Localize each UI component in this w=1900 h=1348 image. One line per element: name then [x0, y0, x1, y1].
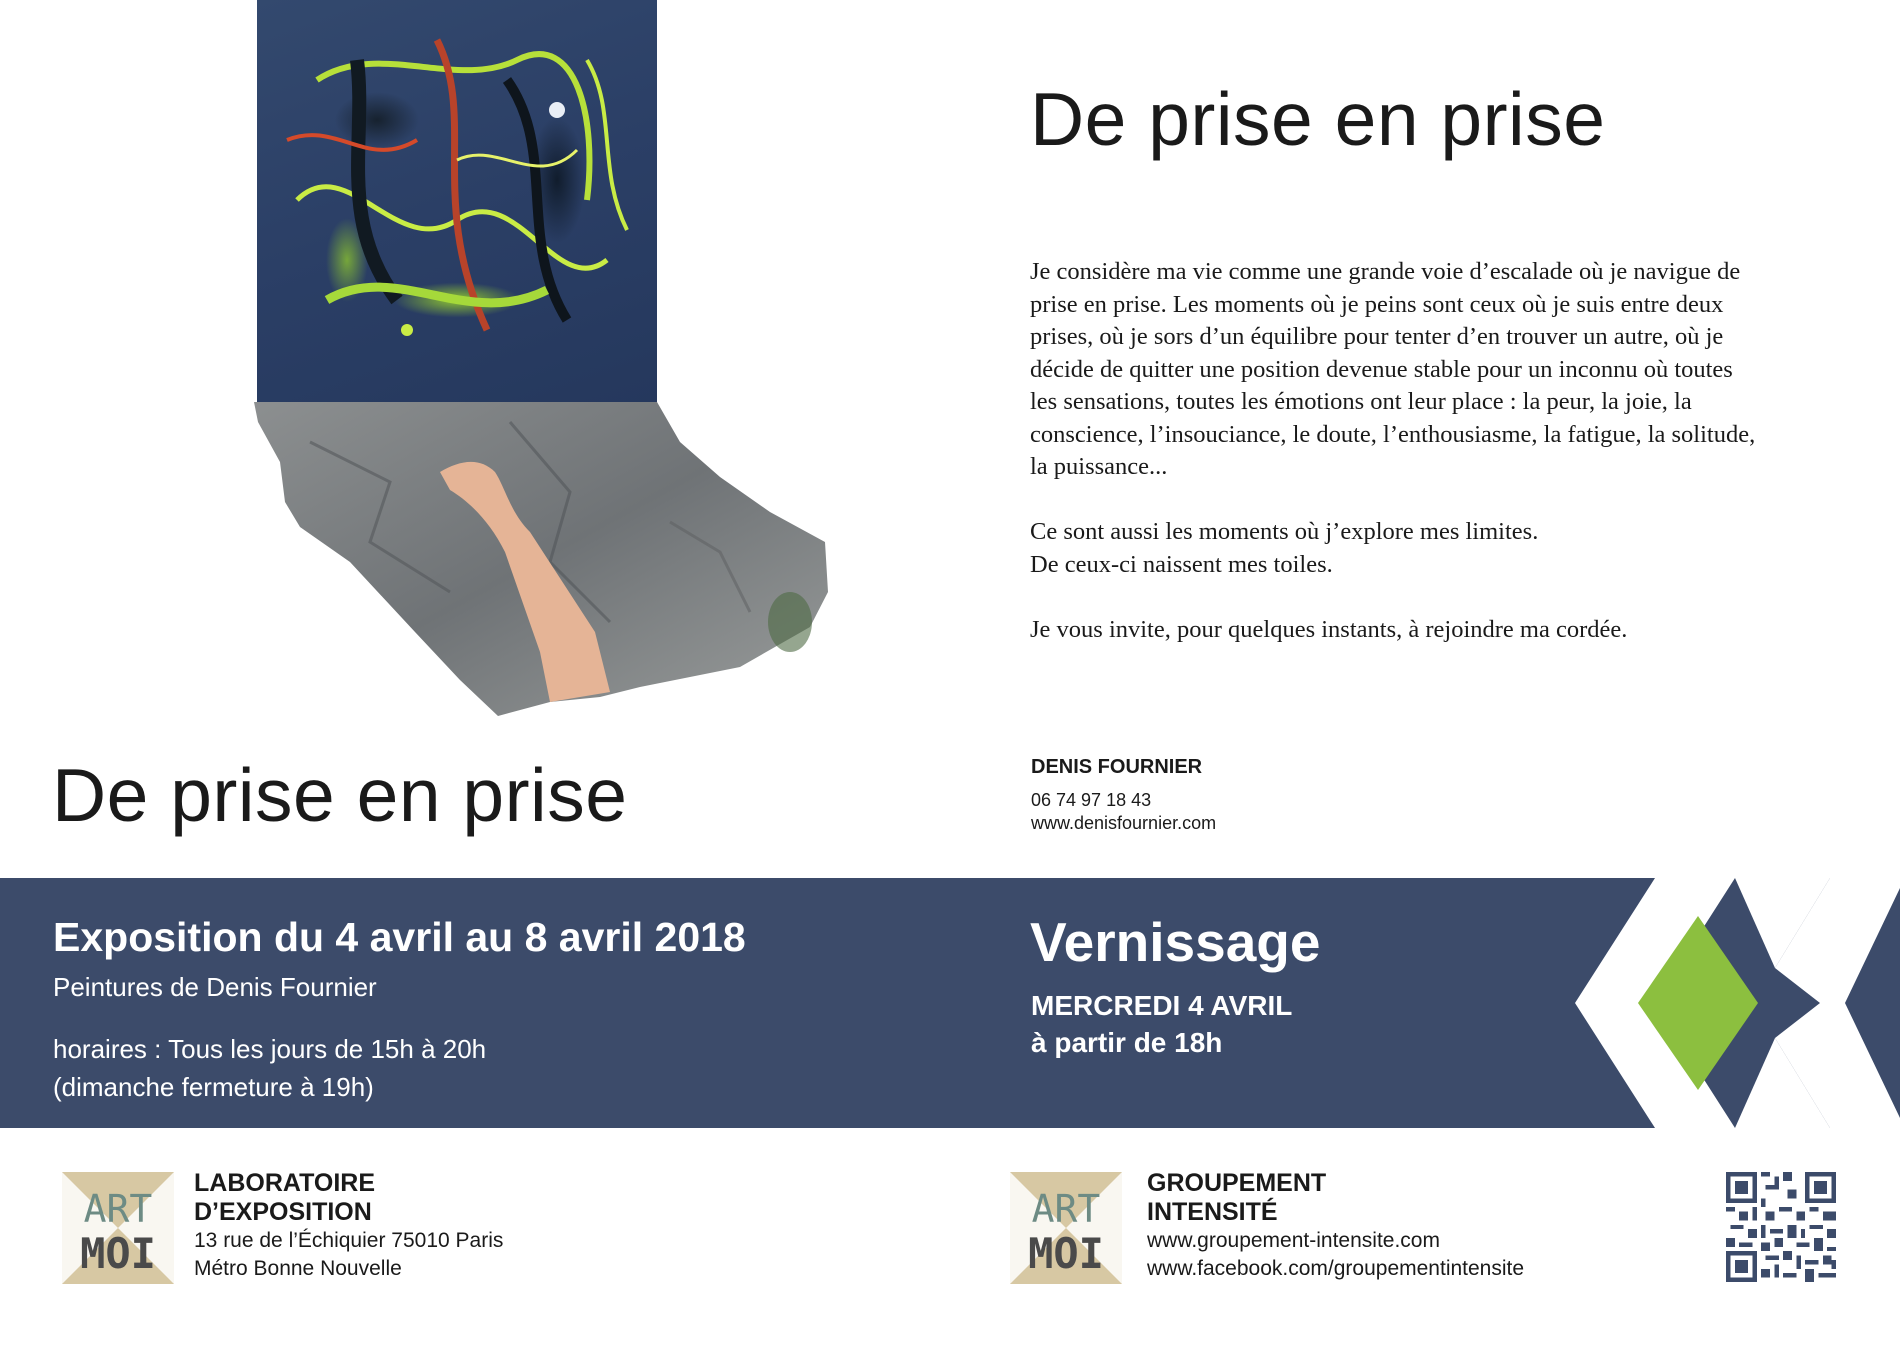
venue-address: 13 rue de l’Échiquier 75010 Paris [194, 1229, 504, 1252]
statement-paragraph-1 [1030, 256, 1850, 484]
logo-text-top: ART [1031, 1187, 1101, 1231]
organizer-name-line1: GROUPEMENT [1147, 1169, 1327, 1197]
statement-line: Je vous invite, pour quelques instants, à rejoindre ma cordée. [1030, 615, 1628, 643]
art-moi-logo-icon [62, 1172, 174, 1284]
statement-line: prise en prise. Les moments où je peins sont ceux où je suis entre deux [1030, 290, 1724, 318]
opening-hours: horaires : Tous les jours de 15h à 20h [53, 1034, 487, 1064]
vernissage-time: à partir de 18h [1031, 1027, 1223, 1058]
statement-line: la puissance... [1030, 453, 1168, 480]
statement-line: les sensations, toutes les émotions ont leur place : la peur, la joie, la [1030, 388, 1692, 415]
logo-text-bottom: MOI [80, 1229, 156, 1278]
statement-line: conscience, l’insouciance, le doute, l’enthousiasme, la fatigue, la solitude, [1030, 420, 1756, 448]
vernissage-date: MERCREDI 4 AVRIL [1031, 990, 1293, 1021]
painting-strokes [257, 0, 657, 402]
statement-line: décide de quitter une position devenue stable pour un inconnu où toutes [1030, 355, 1733, 383]
organizer-name-line2: D’EXPOSITION [194, 1198, 372, 1226]
artist-website-link[interactable]: www.denisfournier.com [1031, 813, 1217, 833]
organizer-name-line1: LABORATOIRE [194, 1169, 376, 1197]
statement-line: Je considère ma vie comme une grande voie d’escalade où je navigue de [1030, 258, 1741, 285]
logo-text-bottom: MOI [1028, 1229, 1104, 1278]
vernissage-title: Vernissage [1030, 911, 1321, 973]
statement-line: De ceux-ci naissent mes toiles. [1030, 550, 1333, 578]
phone-number: 06 74 97 18 43 [1031, 790, 1152, 810]
abstract-painting [257, 0, 657, 402]
artist-name: DENIS FOURNIER [1031, 756, 1203, 778]
logo-text-top: ART [83, 1187, 153, 1231]
climbing-photo [250, 402, 830, 722]
exhibition-title: Exposition du 4 avril au 8 avril 2018 [53, 914, 746, 960]
organizer-left [194, 1169, 503, 1283]
exhibition-subtitle: Peintures de Denis Fournier [53, 972, 377, 1002]
statement-paragraph-2 [1030, 516, 1850, 581]
organizer-website-link[interactable]: www.groupement-intensite.com [1147, 1229, 1440, 1252]
artist-contact [1031, 756, 1216, 835]
facebook-link[interactable]: www.facebook.com/groupementintensite [1147, 1257, 1525, 1280]
qr-code-icon[interactable] [1726, 1172, 1836, 1282]
organizer-name-line2: INTENSITÉ [1147, 1198, 1278, 1226]
diamond-logo-icon [1575, 878, 1900, 1128]
statement-line: Ce sont aussi les moments où j’explore mes limites. [1030, 518, 1539, 545]
sunday-hours: (dimanche fermeture à 19h) [53, 1072, 374, 1102]
artist-statement [1030, 256, 1850, 679]
statement-paragraph-3 [1030, 614, 1850, 647]
title-right: De prise en prise [1030, 77, 1606, 161]
metro-station: Métro Bonne Nouvelle [194, 1257, 402, 1280]
title-left: De prise en prise [52, 753, 628, 837]
art-moi-logo-icon [1010, 1172, 1122, 1284]
organizer-right [1147, 1169, 1524, 1283]
statement-line: prises, où je sors d’un équilibre pour tenter d’en trouver un autre, où je [1030, 323, 1724, 350]
